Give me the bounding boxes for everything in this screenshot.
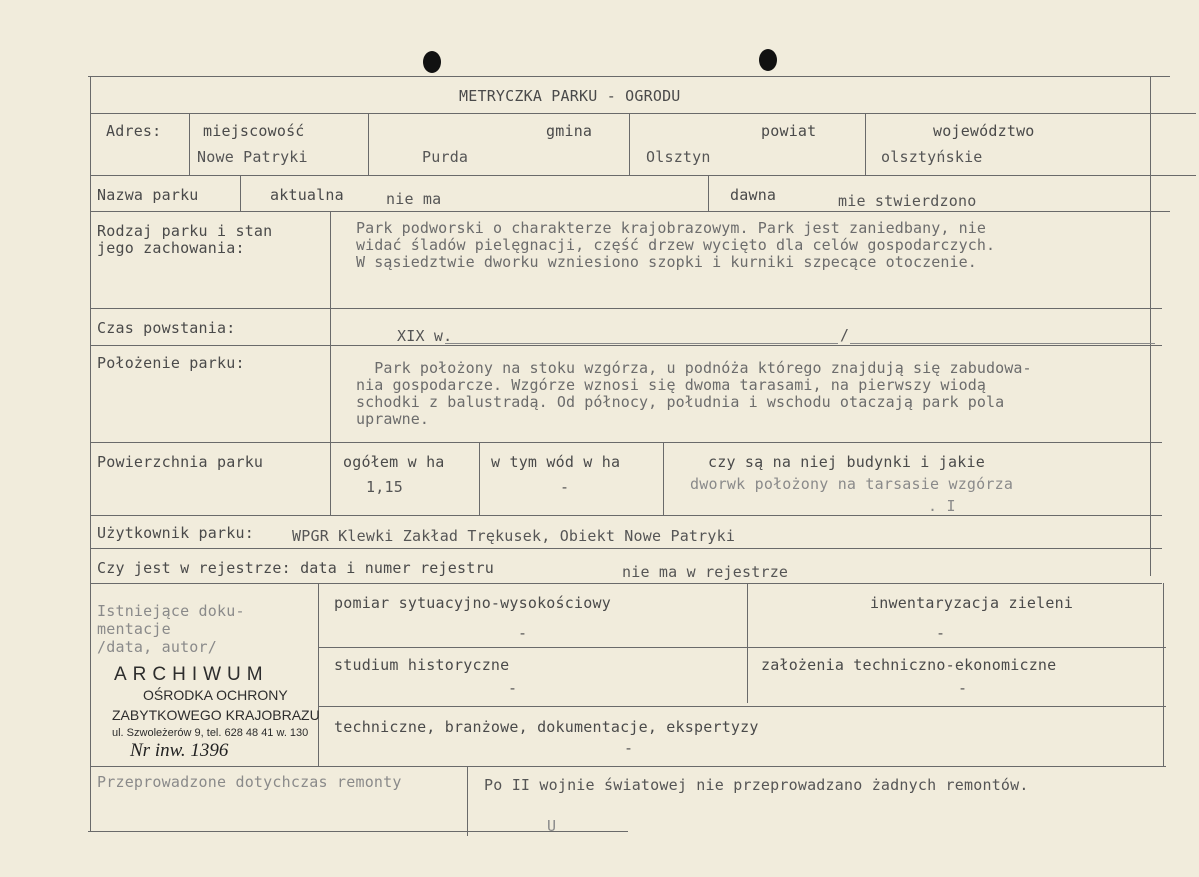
district-value: Olsztyn [646,148,711,166]
commune-value: Purda [422,148,469,166]
former-name-value: mie stwierdzono [838,192,977,210]
park-type-description: Park podworski o charakterze krajobrazowym. Park jest zaniedbany, nie widać śladów pielęgnacji, część drzew wycięto dla celów gospodarczych. W sąsiedztwie dworku wzniesiono szopki i kurniki szpecące otoczenie. [356,219,996,271]
voivodeship-value: olsztyńskie [881,148,983,166]
current-name-value: nie ma [386,190,442,208]
park-name-label: Nazwa parku [97,186,199,204]
creation-time-underline-2 [850,343,1155,344]
documentation-label-line2: mentacje [97,620,171,638]
expertise-value: - [624,739,634,757]
punch-hole-left [423,51,441,73]
creation-time-value: XIX w. [397,327,453,345]
inventory-value: - [936,624,946,642]
area-total-value: 1,15 [366,478,403,496]
area-buildings-value: dworwk położony na tarsasie wzgórza [690,475,1014,493]
documentation-label-line3: /data, autor/ [97,638,217,656]
repairs-value: Po II wojnie światowej nie przeprowadzano żadnych remontów. [484,776,1029,794]
current-name-label: aktualna [270,186,344,204]
survey-value: - [518,624,528,642]
creation-time-separator: / [840,326,850,344]
area-water-value: - [560,478,570,496]
repairs-mark: U [547,817,557,835]
survey-label: pomiar sytuacyjno-wysokościowy [334,594,611,612]
history-study-label: studium historyczne [334,656,510,674]
location-description: Park położony na stoku wzgórza, u podnóża którego znajdują się zabudowa- nia gospodarcze. Wzgórze wznosi się dwoma tarasami, na pierwszy wiodą schodki z balustradą. Od północy, południa i wschodu otaczają park pola uprawne. [356,359,1032,428]
expertise-label: techniczne, branżowe, dokumentacje, ekspertyzy [334,718,759,736]
district-label: powiat [761,122,817,140]
register-value: nie ma w rejestrze [622,563,789,581]
area-water-label: w tym wód w ha [491,453,621,471]
stamp-line4: ul. Szwoleżerów 9, tel. 628 48 41 w. 130 [112,727,309,739]
area-total-label: ogółem w ha [343,453,445,471]
voivodeship-label: województwo [933,122,1035,140]
technical-assumptions-label: założenia techniczno-ekonomiczne [761,656,1057,674]
inventory-number-handwritten: Nr inw. 1396 [130,740,229,761]
park-type-label-line1: Rodzaj parku i stan [97,222,273,240]
documentation-label-line1: Istniejące doku- [97,602,245,620]
user-value: WPGR Klewki Zakład Trękusek, Obiekt Nowe Patryki [292,527,736,545]
area-buildings-label: czy są na niej budynki i jakie [708,453,985,471]
history-study-value: - [508,679,518,697]
stamp-line3: ZABYTKOWEGO KRAJOBRAZU [112,707,320,723]
form-title: METRYCZKA PARKU - OGRODU [459,87,681,105]
register-label: Czy jest w rejestrze: data i numer rejestru [97,559,494,577]
locality-value: Nowe Patryki [197,148,308,166]
commune-label: gmina [546,122,593,140]
area-label: Powierzchnia parku [97,453,264,471]
locality-label: miejscowość [203,122,305,140]
park-type-label-line2: jego zachowania: [97,239,245,257]
former-name-label: dawna [730,186,777,204]
repairs-label: Przeprowadzone dotychczas remonty [97,773,402,791]
punch-hole-right [759,49,777,71]
user-label: Użytkownik parku: [97,524,254,542]
address-label: Adres: [106,122,162,140]
creation-time-label: Czas powstania: [97,319,236,337]
inventory-label: inwentaryzacja zieleni [870,594,1074,612]
location-label: Położenie parku: [97,354,245,372]
stamp-line2: OŚRODKA OCHRONY [143,687,288,703]
area-buildings-mark: . I [928,497,956,515]
stamp-line1: ARCHIWUM [114,664,269,685]
technical-assumptions-value: - [958,679,968,697]
creation-time-underline-1 [445,343,838,344]
